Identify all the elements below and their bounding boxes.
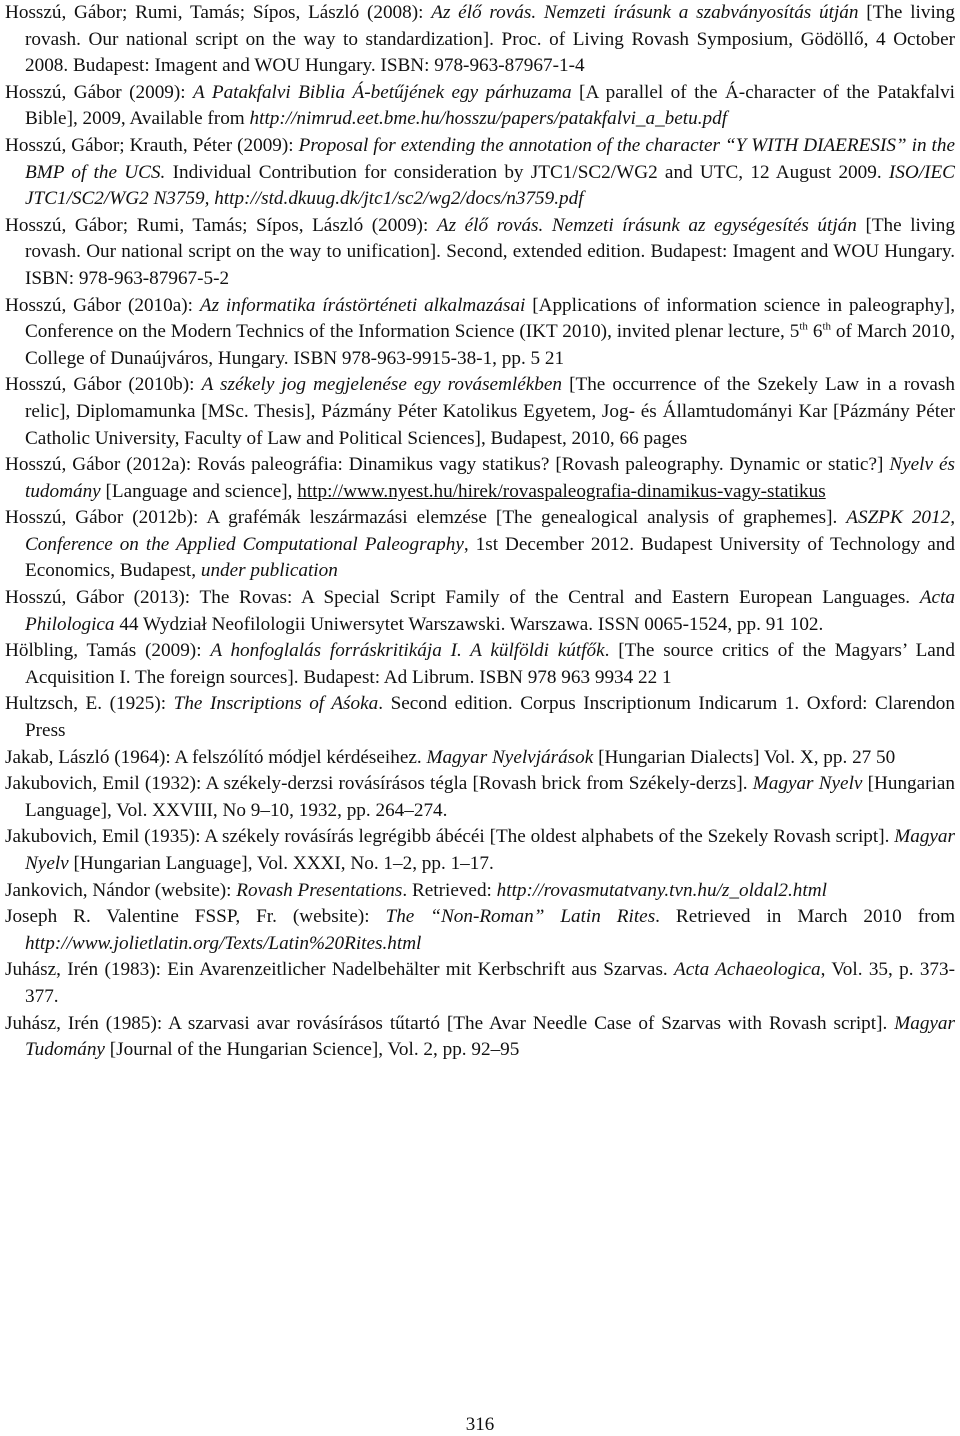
reference-entry	[5, 80, 955, 133]
reference-entry	[5, 638, 955, 691]
reference-entry	[5, 771, 955, 824]
reference-text: [The occurrence of the Szekely Law in a rovash relic], Diplomamunka [MSc. Thesis], Pázmány Péter Katolikus Egyetem, Jog- és Államtudományi Kar [Pázmány Péter Catholic University, Faculty of Law and Political Sciences], Budapest, 2010, 66 pages	[25, 374, 955, 449]
reference-text: of March 2010, College of Dunaújváros, Hungary. ISBN 978-963-9915-38-1, pp. 5 21	[25, 321, 955, 369]
reference-entry	[5, 213, 955, 293]
reference-text: . Second edition. Corpus Inscriptionum Indicarum 1. Oxford: Clarendon Press	[25, 693, 955, 742]
reference-text: [Hungarian Language], Vol. XXXI, No. 1–2, pp. 1–17.	[68, 853, 494, 874]
reference-text: [Journal of the Hungarian Science], Vol. 2, pp. 92–95	[104, 1039, 520, 1061]
reference-entry	[5, 904, 955, 957]
reference-entry	[5, 957, 955, 1010]
reference-text: Hosszú, Gábor (2010b):	[5, 374, 202, 396]
reference-text: Juhász, Irén (1985): A szarvasi avar rovásírásos tűtartó [The Avar Needle Case of Szarvas with Rovash script].	[5, 1012, 895, 1034]
reference-text: Proposal for extending the annotation of the character “Y WITH DIAERESIS” in the BMP of the UCS.	[25, 134, 955, 183]
reference-text: Magyar Nyelvjárások	[426, 746, 594, 768]
reference-text: Az élő rovás. Nemzeti írásunk az egységesítés útján	[436, 214, 857, 236]
reference-text: Individual Contribution for consideration by JTC1/SC2/WG2 and UTC, 12 August 2009.	[165, 161, 889, 183]
reference-text: Hosszú, Gábor (2013): The Rovas: A Special Script Family of the Central and Eastern European Languages.	[5, 587, 920, 609]
reference-text: th	[822, 320, 831, 333]
reference-text: Hultzsch, E. (1925):	[5, 693, 174, 715]
reference-text: Jankovich, Nándor (website):	[5, 879, 237, 901]
reference-text: Hosszú, Gábor; Rumi, Tamás; Sípos, László (2009):	[5, 214, 437, 236]
reference-text: http://www.jolietlatin.org/Texts/Latin%20Rites.html	[25, 932, 422, 954]
reference-entry	[5, 133, 955, 213]
reference-text: Hosszú, Gábor; Krauth, Péter (2009):	[5, 134, 299, 156]
reference-entry	[5, 452, 955, 505]
reference-text: , 1st December 2012. Budapest University of Technology and Economics, Budapest,	[25, 533, 955, 582]
reference-entry	[5, 293, 955, 373]
reference-text: Jakubovich, Emil (1935): A székely rovásírás legrégibb ábécéi [The oldest alphabets of the Szekely Rovash script].	[5, 826, 895, 848]
reference-entry	[5, 745, 955, 772]
reference-text: Az informatika írástörténeti alkalmazásai	[199, 294, 526, 316]
reference-text: Acta Philologica	[25, 587, 955, 635]
reference-text: http://rovasmutatvany.tvn.hu/z_oldal2.html	[496, 879, 827, 901]
reference-text: [The living rovash. Our national script on the way to standardization]. Proc. of Living Rovash Symposium, Gödöllő, 4 October 2008. Budapest: Imagent and WOU Hungary. ISBN: 978-963-87967-1-4	[25, 2, 955, 77]
page-number: 316	[465, 1414, 495, 1435]
reference-text: Hosszú, Gábor (2012a): Rovás paleográfia: Dinamikus vagy statikus? [Rovash paleography. Dynamic or static?]	[5, 454, 890, 476]
reference-link[interactable]: http://www.nyest.hu/hirek/rovaspaleografia-dinamikus-vagy-statikus	[297, 480, 826, 502]
reference-text: [Hungarian Language], Vol. XXVIII, No 9–10, 1932, pp. 264–274.	[25, 773, 955, 821]
reference-text: A székely jog megjelenése egy rovásemlékben	[201, 374, 562, 396]
reference-text: under publication	[200, 560, 338, 582]
reference-entry	[5, 1011, 955, 1064]
reference-text: Az élő rovás. Nemzeti írásunk a szabványosítás útján	[431, 2, 859, 23]
reference-text: A honfoglalás forráskritikája I. A külföldi kútfők	[210, 640, 605, 662]
reference-entry	[5, 585, 955, 638]
reference-entry	[5, 505, 955, 585]
reference-text: . Retrieved in March 2010 from	[655, 906, 955, 928]
reference-text: The “Non-Roman” Latin Rites	[385, 906, 656, 928]
reference-text: Acta Achaeologica	[674, 959, 821, 981]
reference-text: [Language and science],	[100, 480, 298, 502]
reference-text: Juhász, Irén (1983): Ein Avarenzeitlicher Nadelbehälter mit Kerbschrift aus Szarvas.	[5, 959, 675, 981]
reference-text: Rovash Presentations	[236, 879, 403, 901]
reference-text: [Applications of information science in paleography], Conference on the Modern Technics of the Information Science (IKT 2010), invited plenar lecture, 5	[25, 294, 955, 343]
reference-text: Hosszú, Gábor; Rumi, Tamás; Sípos, László (2008):	[5, 2, 432, 23]
reference-entry	[5, 878, 955, 905]
reference-text: . [The source critics of the Magyars’ Land Acquisition I. The foreign sources]. Budapest: Ad Librum. ISBN 978 963 9934 22 1	[25, 640, 955, 688]
reference-text: Hosszú, Gábor (2012b): A grafémák leszármazási elemzése [The genealogical analysis of graphemes].	[5, 507, 847, 529]
reference-text: Magyar Tudomány	[25, 1012, 955, 1061]
reference-text: Jakubovich, Emil (1932): A székely-derzsi rovásírásos tégla [Rovash brick from Székely-derzs].	[5, 773, 753, 795]
reference-text: 6	[807, 321, 823, 343]
reference-text: http://nimrud.eet.bme.hu/hosszu/papers/patakfalvi_a_betu.pdf	[249, 108, 728, 130]
reference-text: Hosszú, Gábor (2009):	[5, 81, 194, 103]
reference-text: [The living rovash. Our national script on the way to unification]. Second, extended edition. Budapest: Imagent and WOU Hungary. ISBN: 978-963-87967-5-2	[25, 214, 955, 289]
reference-text: [Hungarian Dialects] Vol. X, pp. 27 50	[593, 746, 896, 768]
reference-text: Hölbling, Tamás (2009):	[5, 640, 211, 662]
reference-text: ASZPK 2012, Conference on the Applied Computational Paleography	[25, 507, 955, 555]
reference-text: The Inscriptions of Aśoka	[173, 693, 379, 715]
reference-entry	[5, 824, 955, 877]
reference-entry	[5, 372, 955, 452]
reference-text: Magyar Nyelv	[25, 826, 955, 874]
reference-text: Magyar Nyelv	[752, 773, 863, 795]
reference-text: Jakab, László (1964): A felszólító módjel kérdéseihez.	[5, 746, 427, 768]
reference-entry	[5, 0, 955, 80]
reference-text: 44 Wydział Neofilologii Uniwersytet Warszawski. Warszawa. ISSN 0065-1524, pp. 91 102.	[114, 613, 824, 635]
reference-text: Nyelv és tudomány	[25, 454, 955, 502]
reference-text: [A parallel of the Á-character of the Patakfalvi Bible], 2009, Available from	[25, 81, 955, 130]
reference-text: A Patakfalvi Biblia Á-betűjének egy párhuzama	[193, 81, 572, 103]
reference-list	[5, 0, 955, 1064]
reference-text: Hosszú, Gábor (2010a):	[5, 294, 200, 316]
reference-text: Joseph R. Valentine FSSP, Fr. (website):	[5, 906, 386, 928]
reference-text: ISO/IEC JTC1/SC2/WG2 N3759, http://std.dkuug.dk/jtc1/sc2/wg2/docs/n3759.pdf	[25, 161, 955, 210]
reference-text: . Retrieved:	[402, 879, 497, 901]
reference-text: th	[799, 320, 808, 333]
reference-text: , Vol. 35, p. 373-377.	[25, 959, 955, 1007]
reference-entry	[5, 691, 955, 744]
